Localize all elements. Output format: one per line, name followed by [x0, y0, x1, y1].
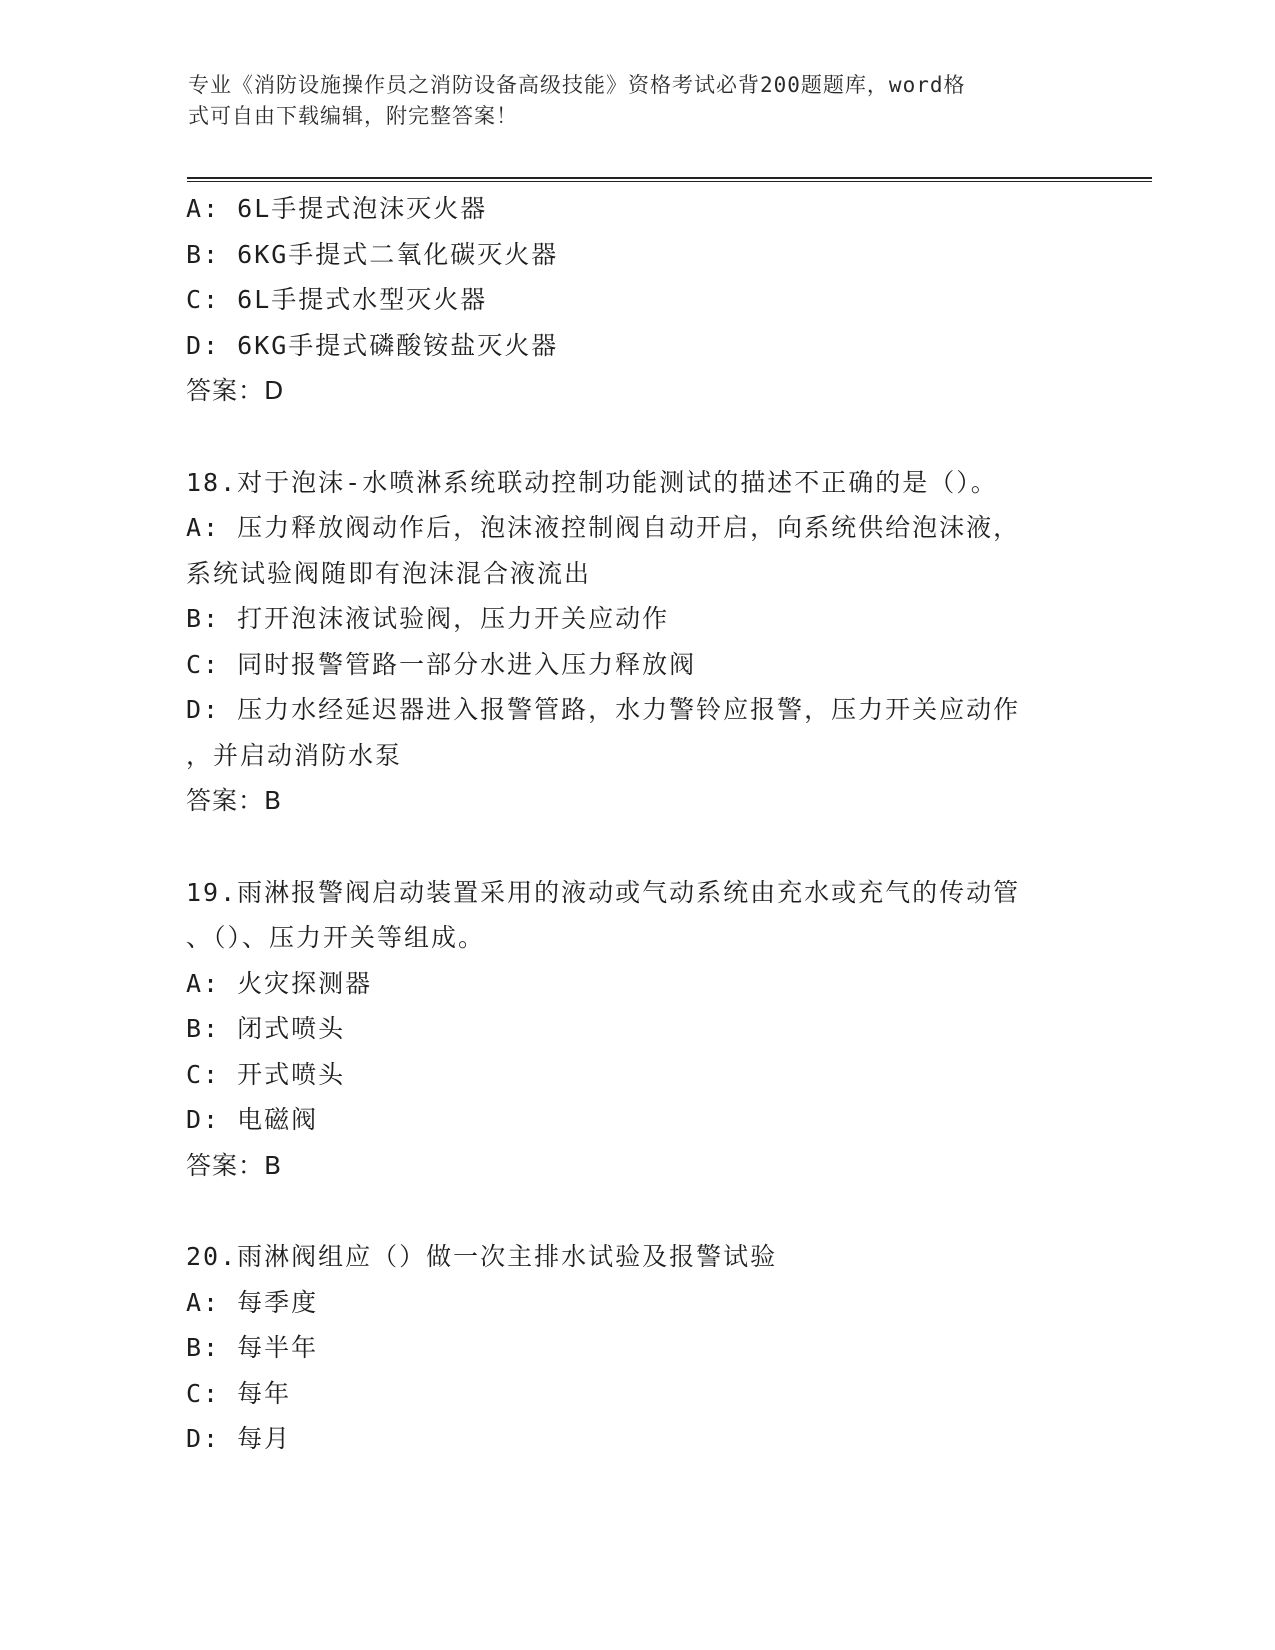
option-c: C: 每年	[186, 1378, 292, 1408]
option-d: D: 电磁阀	[186, 1105, 319, 1134]
answer: 答案：B	[186, 1150, 283, 1180]
option-d: D: 每月	[186, 1424, 292, 1453]
header-line-1: 专业《消防设施操作员之消防设备高级技能》资格考试必背200题题库，word格	[188, 73, 966, 97]
question-20	[186, 1234, 1086, 1462]
question-18	[186, 460, 1086, 824]
header-divider-thin	[187, 181, 1152, 182]
question-17	[186, 186, 1086, 414]
question-list	[186, 186, 1086, 1462]
option-c: C: 6L手提式水型灭火器	[186, 285, 488, 314]
answer: 答案：D	[186, 376, 285, 405]
spacer	[186, 824, 1086, 870]
option-a-continued: 系统试验阀随即有泡沫混合液流出	[186, 558, 592, 588]
spacer	[186, 414, 1086, 460]
option-a: A: 每季度	[186, 1287, 319, 1317]
option-b: B: 6KG手提式二氧化碳灭火器	[186, 239, 559, 269]
spacer	[186, 1188, 1086, 1234]
option-c: C: 开式喷头	[186, 1059, 346, 1089]
question-text-continued: 、（）、压力开关等组成。	[186, 923, 486, 952]
option-a: A: 火灾探测器	[186, 968, 373, 998]
option-d: D: 压力水经延迟器进入报警管路，水力警铃应报警，压力开关应动作	[186, 695, 1021, 724]
option-b: B: 闭式喷头	[186, 1014, 346, 1043]
question-text: 20.雨淋阀组应（）做一次主排水试验及报警试验	[186, 1242, 778, 1271]
document-header	[188, 70, 1068, 132]
option-c: C: 同时报警管路一部分水进入压力释放阀	[186, 649, 697, 679]
header-divider-thick	[187, 177, 1152, 179]
option-a: A: 6L手提式泡沫灭火器	[186, 194, 488, 223]
option-b: B: 每半年	[186, 1333, 319, 1362]
question-text: 18.对于泡沫-水喷淋系统联动控制功能测试的描述不正确的是（）。	[186, 467, 998, 497]
option-d-continued: ，并启动消防水泵	[186, 740, 403, 770]
answer: 答案：B	[186, 786, 283, 815]
option-d: D: 6KG手提式磷酸铵盐灭火器	[186, 330, 559, 360]
header-line-2: 式可自由下载编辑，附完整答案！	[188, 104, 518, 128]
question-text: 19.雨淋报警阀启动装置采用的液动或气动系统由充水或充气的传动管	[186, 877, 1021, 907]
option-b: B: 打开泡沫液试验阀，压力开关应动作	[186, 604, 670, 633]
option-a: A: 压力释放阀动作后，泡沫液控制阀自动开启，向系统供给泡沫液，	[186, 513, 1021, 542]
question-19	[186, 870, 1086, 1189]
